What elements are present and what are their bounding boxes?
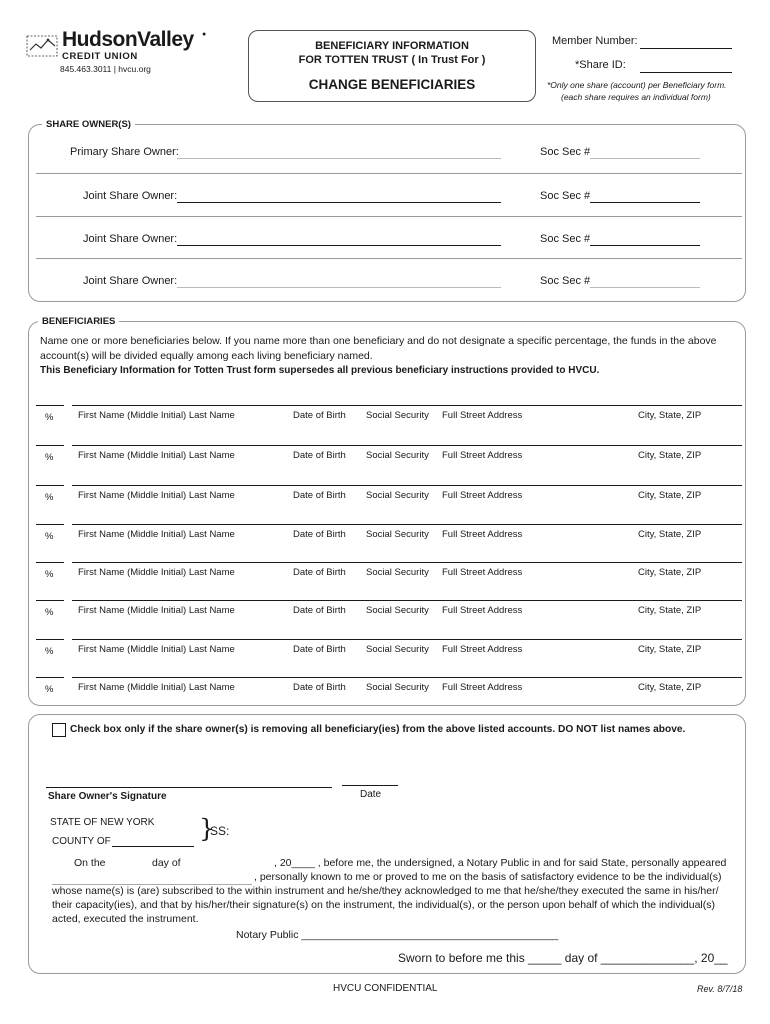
percent-label: %	[45, 646, 54, 657]
percent-label: %	[45, 492, 54, 503]
beneficiary-input-line[interactable]	[72, 524, 742, 525]
percent-field[interactable]	[36, 639, 64, 640]
city-label: City, State, ZIP	[638, 410, 702, 421]
notary-line5: acted, executed the instrument.	[52, 913, 199, 925]
notary-on-the: On the	[74, 857, 106, 869]
beneficiary-input-line[interactable]	[72, 562, 742, 563]
ssn-label: Social Security	[366, 682, 429, 693]
name-label: First Name (Middle Initial) Last Name	[78, 410, 235, 421]
notary-public: Notary Public ____________________________________________	[236, 929, 559, 941]
dob-label: Date of Birth	[293, 450, 346, 461]
joint-owner-label: Joint Share Owner:	[83, 190, 178, 202]
percent-label: %	[45, 607, 54, 618]
notary-county-field[interactable]	[112, 846, 194, 847]
primary-owner-label: Primary Share Owner:	[70, 146, 179, 158]
joint-owner-field[interactable]	[177, 245, 501, 246]
dob-label: Date of Birth	[293, 682, 346, 693]
notary-year-text: , 20____ , before me, the undersigned, a Notary Public in and for said State, personally appeared	[274, 857, 727, 869]
ssn-label: Social Security	[366, 490, 429, 501]
dob-label: Date of Birth	[293, 605, 346, 616]
city-label: City, State, ZIP	[638, 644, 702, 655]
name-label: First Name (Middle Initial) Last Name	[78, 490, 235, 501]
joint-ssn-field[interactable]	[590, 202, 700, 203]
logo	[26, 28, 216, 78]
dob-label: Date of Birth	[293, 410, 346, 421]
address-label: Full Street Address	[442, 410, 523, 421]
percent-label: %	[45, 569, 54, 580]
beneficiaries-instructions-2: account(s) will be divided equally among each living beneficiary named.	[40, 350, 373, 362]
logo-name: HudsonValley	[62, 28, 194, 51]
name-label: First Name (Middle Initial) Last Name	[78, 682, 235, 693]
notary-county-label: COUNTY OF	[52, 836, 111, 847]
name-label: First Name (Middle Initial) Last Name	[78, 644, 235, 655]
logo-registered-icon: ●	[202, 31, 207, 38]
ssn-label: Social Security	[366, 529, 429, 540]
dob-label: Date of Birth	[293, 644, 346, 655]
divider	[36, 216, 742, 217]
beneficiary-input-line[interactable]	[72, 405, 742, 406]
percent-label: %	[45, 531, 54, 542]
notary-brace: }	[199, 814, 215, 843]
logo-sub: CREDIT UNION	[62, 51, 138, 62]
notary-ss: SS:	[210, 824, 230, 838]
joint-ssn-field[interactable]	[590, 245, 700, 246]
percent-label: %	[45, 452, 54, 463]
remove-all-checkbox[interactable]	[52, 723, 66, 737]
percent-field[interactable]	[36, 677, 64, 678]
joint-ssn-label: Soc Sec #	[540, 233, 591, 245]
form-subtitle: CHANGE BENEFICIARIES	[308, 77, 476, 92]
joint-ssn-field[interactable]	[590, 287, 700, 288]
percent-field[interactable]	[36, 524, 64, 525]
beneficiaries-label: BENEFICIARIES	[38, 316, 119, 327]
address-label: Full Street Address	[442, 490, 523, 501]
beneficiary-input-line[interactable]	[72, 600, 742, 601]
date-label: Date	[360, 789, 382, 800]
ssn-label: Social Security	[366, 410, 429, 421]
share-note-line1: *Only one share (account) per Beneficiary form.	[547, 80, 727, 90]
primary-ssn-label: Soc Sec #	[540, 146, 591, 158]
signature-label: Share Owner's Signature	[48, 791, 167, 802]
ssn-label: Social Security	[366, 605, 429, 616]
ssn-label: Social Security	[366, 567, 429, 578]
share-id-label: *Share ID:	[575, 59, 626, 71]
form-title-line1: BENEFICIARY INFORMATION	[315, 40, 469, 52]
member-number-label: Member Number:	[552, 35, 638, 47]
beneficiary-input-line[interactable]	[72, 677, 742, 678]
notary-line2: , personally known to me or proved to me on the basis of satisfactory evidence to be the individual(s)	[254, 871, 722, 883]
remove-all-text: Check box only if the share owner(s) is removing all beneficiary(ies) from the above listed accounts. DO NOT list names above.	[70, 724, 686, 735]
sworn-text: Sworn to before me this _____ day of ______________, 20__	[398, 951, 728, 965]
logo-mark-icon	[26, 34, 60, 60]
footer-confidential: HVCU CONFIDENTIAL	[333, 983, 438, 994]
beneficiaries-instructions-1: Name one or more beneficiaries below. If you name more than one beneficiary and do not designate a specific percentage, the funds in the above	[40, 335, 717, 347]
city-label: City, State, ZIP	[638, 567, 702, 578]
joint-ssn-label: Soc Sec #	[540, 190, 591, 202]
percent-field[interactable]	[36, 445, 64, 446]
joint-owner-label: Joint Share Owner:	[83, 275, 178, 287]
title-box	[248, 30, 536, 102]
city-label: City, State, ZIP	[638, 490, 702, 501]
signature-field[interactable]	[46, 787, 332, 788]
share-owners-label: SHARE OWNER(S)	[42, 119, 135, 130]
form-title-line2: FOR TOTTEN TRUST ( In Trust For )	[298, 54, 486, 66]
primary-owner-field[interactable]	[177, 158, 501, 159]
city-label: City, State, ZIP	[638, 682, 702, 693]
name-label: First Name (Middle Initial) Last Name	[78, 605, 235, 616]
city-label: City, State, ZIP	[638, 529, 702, 540]
date-field[interactable]	[342, 785, 398, 786]
percent-field[interactable]	[36, 600, 64, 601]
city-label: City, State, ZIP	[638, 450, 702, 461]
address-label: Full Street Address	[442, 529, 523, 540]
ssn-label: Social Security	[366, 644, 429, 655]
divider	[36, 173, 742, 174]
address-label: Full Street Address	[442, 450, 523, 461]
footer-rev: Rev. 8/7/18	[697, 984, 743, 994]
dob-label: Date of Birth	[293, 567, 346, 578]
share-id-field[interactable]	[640, 72, 732, 73]
percent-field[interactable]	[36, 405, 64, 406]
notary-line4: their capacity(ies), and that by his/her/their signature(s) on the instrument, the individual(s), or the person upon behalf of which the individual(s)	[52, 899, 716, 911]
joint-owner-field[interactable]	[177, 202, 501, 203]
dob-label: Date of Birth	[293, 529, 346, 540]
joint-ssn-label: Soc Sec #	[540, 275, 591, 287]
notary-day-of: day of	[152, 857, 181, 869]
share-note-line2: (each share requires an individual form)	[561, 92, 711, 102]
beneficiary-input-line[interactable]	[72, 485, 742, 486]
percent-label: %	[45, 412, 54, 423]
city-label: City, State, ZIP	[638, 605, 702, 616]
joint-owner-label: Joint Share Owner:	[83, 233, 178, 245]
address-label: Full Street Address	[442, 644, 523, 655]
beneficiary-input-line[interactable]	[72, 445, 742, 446]
supersede-notice: This Beneficiary Information for Totten Trust form supersedes all previous beneficiary instructions provided to HVCU.	[40, 365, 600, 376]
notary-state: STATE OF NEW YORK	[50, 817, 155, 828]
percent-field[interactable]	[36, 562, 64, 563]
joint-owner-field[interactable]	[177, 287, 501, 288]
address-label: Full Street Address	[442, 682, 523, 693]
name-label: First Name (Middle Initial) Last Name	[78, 529, 235, 540]
dob-label: Date of Birth	[293, 490, 346, 501]
address-label: Full Street Address	[442, 605, 523, 616]
primary-ssn-field[interactable]	[590, 158, 700, 159]
beneficiary-input-line[interactable]	[72, 639, 742, 640]
percent-label: %	[45, 684, 54, 695]
address-label: Full Street Address	[442, 567, 523, 578]
name-label: First Name (Middle Initial) Last Name	[78, 450, 235, 461]
percent-field[interactable]	[36, 485, 64, 486]
member-number-field[interactable]	[640, 48, 732, 49]
ssn-label: Social Security	[366, 450, 429, 461]
notary-line3: whose name(s) is (are) subscribed to the within instrument and he/she/they acknowledged to me that he/she/they executed the same in his/her/	[52, 885, 719, 897]
divider	[36, 258, 742, 259]
logo-contact: 845.463.3011 | hvcu.org	[60, 64, 151, 74]
name-label: First Name (Middle Initial) Last Name	[78, 567, 235, 578]
